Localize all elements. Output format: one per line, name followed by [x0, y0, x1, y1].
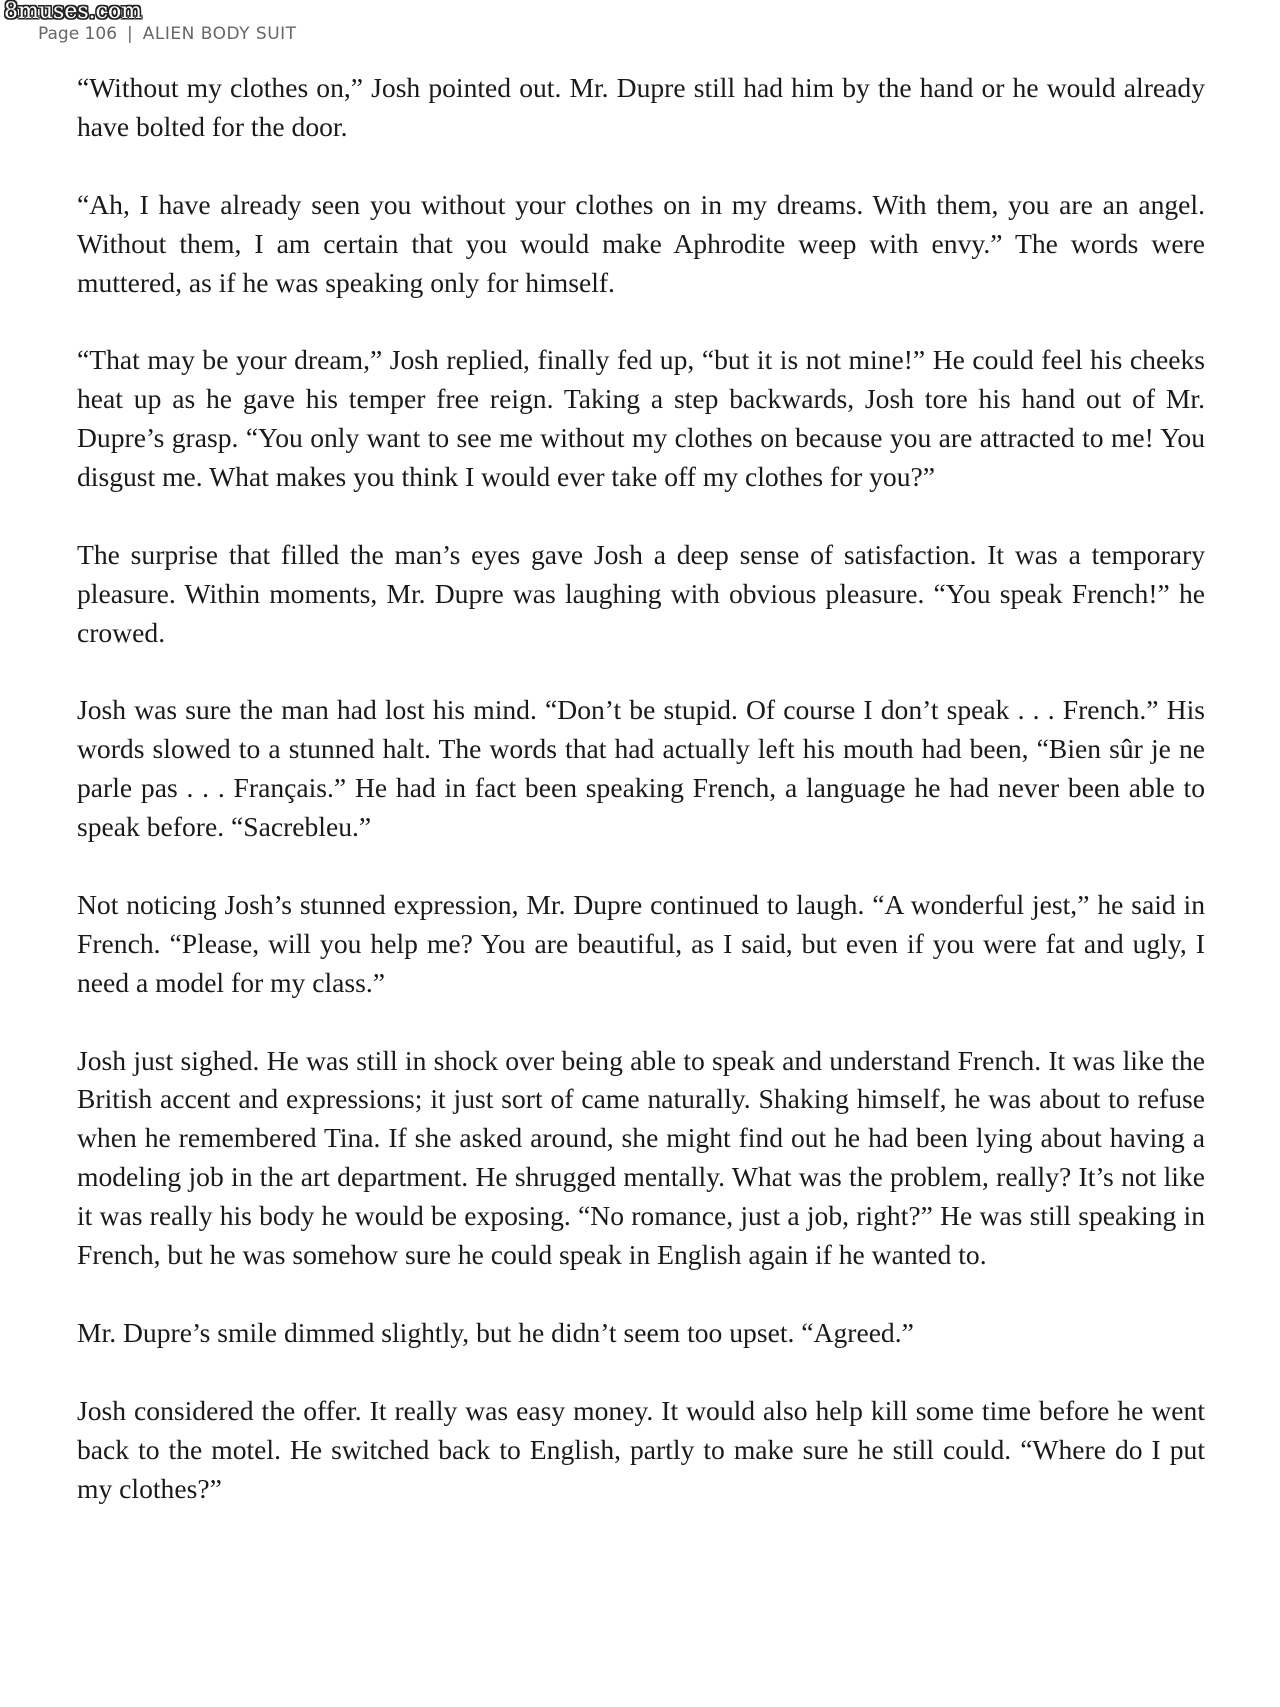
paragraph: “Ah, I have already seen you without your clothes on in my dreams. With them, you are an angel. Without them, I am certain that you would make Aphrodite weep with envy.” The words were muttered, as if he was speaking only for himself.	[77, 188, 1205, 298]
header-separator: |	[127, 24, 133, 44]
paragraph: “Without my clothes on,” Josh pointed out. Mr. Dupre still had him by the hand or he would already have bolted for the door.	[77, 72, 1205, 142]
body-text	[77, 69, 1205, 1508]
paragraph: “That may be your dream,” Josh replied, finally fed up, “but it is not mine!” He could feel his cheeks heat up as he gave his temper free reign. Taking a step backwards, Josh tore his hand out of Mr. Dupre’s grasp. “You only want to see me without my clothes on because you are attracted to me! You disgust me. What makes you think I would ever take off my clothes for you?”	[77, 344, 1205, 493]
paragraph: Not noticing Josh’s stunned expression, Mr. Dupre continued to laugh. “A wonderful jest,” he said in French. “Please, will you help me? You are beautiful, as I said, but even if you were fat and ugly, I need a model for my class.”	[77, 888, 1205, 998]
paragraph: Mr. Dupre’s smile dimmed slightly, but he didn’t seem too upset. “Agreed.”	[77, 1316, 914, 1348]
paragraph: Josh was sure the man had lost his mind. “Don’t be stupid. Of course I don’t speak . . . French.” His words slowed to a stunned halt. The words that had actually left his mouth had been, “Bien sûr je ne parle pas . . . Français.” He had in fact been speaking French, a language he had never been able to speak before. “Sacrebleu.”	[77, 694, 1205, 843]
paragraph: Josh just sighed. He was still in shock over being able to speak and understand French. It was like the British accent and expressions; it just sort of came naturally. Shaking himself, he was about to refuse when he remembered Tina. If she asked around, she might find out he had been lying about having a modeling job in the art department. He shrugged mentally. What was the problem, really? It’s not like it was really his body he would be exposing. “No romance, just a job, right?” He was still speaking in French, but he was somehow sure he could speak in English again if he wanted to.	[77, 1044, 1205, 1271]
paragraph: The surprise that filled the man’s eyes gave Josh a deep sense of satisfaction. It was a temporary pleasure. Within moments, Mr. Dupre was laughing with obvious pleasure. “You speak French!” he crowed.	[77, 538, 1205, 648]
paragraph: Josh considered the offer. It really was easy money. It would also help kill some time before he went back to the motel. He switched back to English, partly to make sure he still could. “Where do I put my clothes?”	[77, 1394, 1205, 1504]
watermark-logo: 8muses.com	[4, 0, 143, 24]
book-title: ALIEN BODY SUIT	[142, 24, 297, 44]
page-number: Page 106	[38, 24, 118, 44]
running-header	[38, 22, 297, 46]
